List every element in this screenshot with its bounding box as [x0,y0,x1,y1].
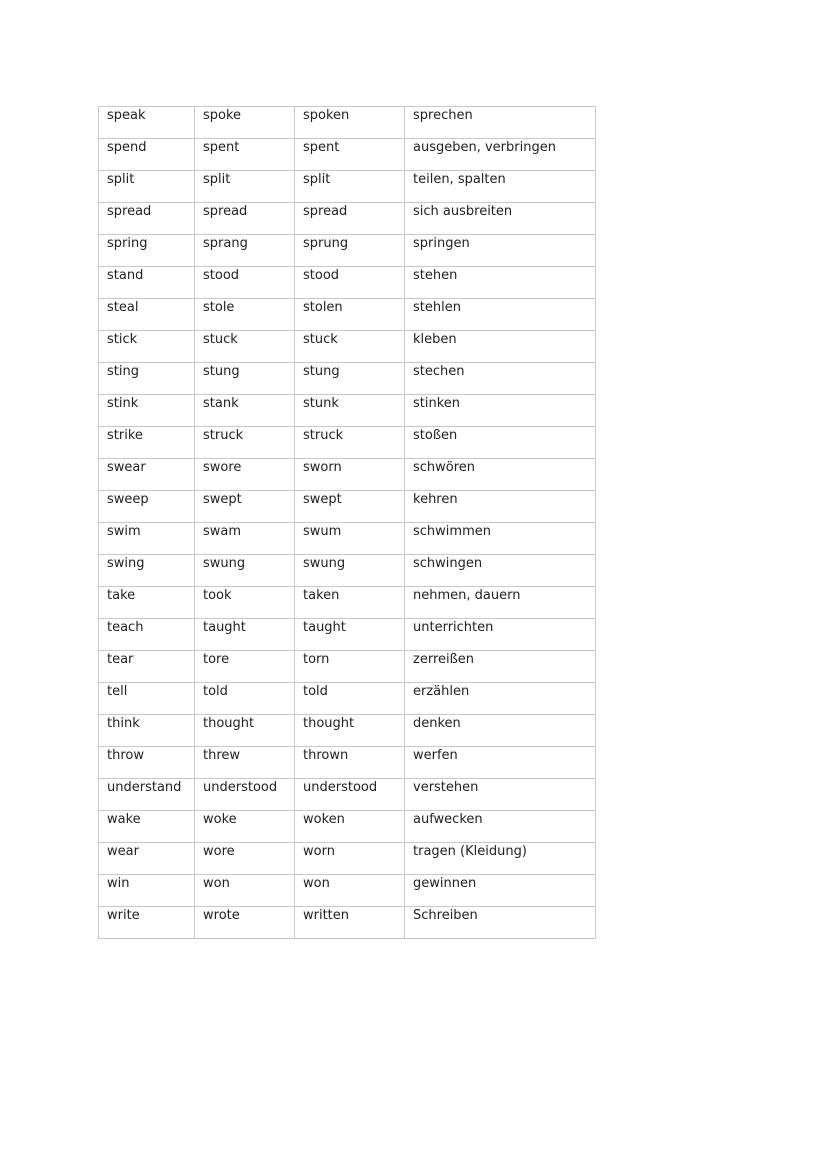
cell-text: schwingen [413,556,483,571]
infinitive-cell [99,555,195,587]
past-participle-cell [295,491,405,523]
cell-text: win [107,876,130,891]
infinitive-cell [99,171,195,203]
cell-text: spoken [303,108,350,123]
table-row [99,715,596,747]
german-translation-cell [405,107,596,139]
cell-text: taken [303,588,340,603]
simple-past-cell [195,427,295,459]
cell-text: tragen (Kleidung) [413,844,527,859]
cell-text: stink [107,396,139,411]
infinitive-cell [99,299,195,331]
infinitive-cell [99,779,195,811]
cell-text: stechen [413,364,465,379]
cell-text: swim [107,524,141,539]
cell-text: zerreißen [413,652,475,667]
table-row [99,299,596,331]
past-participle-cell [295,555,405,587]
past-participle-cell [295,363,405,395]
infinitive-cell [99,235,195,267]
cell-text: sweep [107,492,149,507]
simple-past-cell [195,107,295,139]
cell-text: struck [303,428,344,443]
simple-past-cell [195,331,295,363]
german-translation-cell [405,619,596,651]
cell-text: speak [107,108,146,123]
cell-text: stehlen [413,300,461,315]
cell-text: stick [107,332,138,347]
cell-text: thought [303,716,355,731]
cell-text: teach [107,620,144,635]
infinitive-cell [99,875,195,907]
cell-text: sprung [303,236,349,251]
simple-past-cell [195,875,295,907]
cell-text: gewinnen [413,876,477,891]
cell-text: think [107,716,140,731]
german-translation-cell [405,203,596,235]
cell-text: spread [203,204,248,219]
cell-text: wear [107,844,139,859]
simple-past-cell [195,299,295,331]
simple-past-cell [195,203,295,235]
german-translation-cell [405,267,596,299]
table-row [99,427,596,459]
cell-text: stood [303,268,340,283]
german-translation-cell [405,331,596,363]
cell-text: thought [203,716,255,731]
simple-past-cell [195,267,295,299]
cell-text: torn [303,652,330,667]
simple-past-cell [195,811,295,843]
past-participle-cell [295,683,405,715]
cell-text: woke [203,812,237,827]
cell-text: ausgeben, verbringen [413,140,556,155]
cell-text: sworn [303,460,342,475]
table-row [99,587,596,619]
cell-text: erzählen [413,684,470,699]
past-participle-cell [295,459,405,491]
german-translation-cell [405,587,596,619]
past-participle-cell [295,395,405,427]
infinitive-cell [99,395,195,427]
cell-text: split [203,172,231,187]
past-participle-cell [295,587,405,619]
cell-text: won [203,876,230,891]
cell-text: stoßen [413,428,458,443]
past-participle-cell [295,619,405,651]
simple-past-cell [195,235,295,267]
cell-text: steal [107,300,139,315]
cell-text: won [303,876,330,891]
german-translation-cell [405,779,596,811]
infinitive-cell [99,619,195,651]
cell-text: verstehen [413,780,479,795]
table-row [99,619,596,651]
german-translation-cell [405,363,596,395]
german-translation-cell [405,715,596,747]
simple-past-cell [195,491,295,523]
table-row [99,491,596,523]
simple-past-cell [195,139,295,171]
simple-past-cell [195,587,295,619]
cell-text: schwimmen [413,524,491,539]
simple-past-cell [195,619,295,651]
cell-text: stung [303,364,340,379]
past-participle-cell [295,523,405,555]
cell-text: tell [107,684,128,699]
simple-past-cell [195,171,295,203]
cell-text: write [107,908,140,923]
cell-text: told [203,684,228,699]
cell-text: stuck [303,332,338,347]
simple-past-cell [195,843,295,875]
past-participle-cell [295,875,405,907]
cell-text: sting [107,364,139,379]
infinitive-cell [99,363,195,395]
cell-text: stung [203,364,240,379]
cell-text: wake [107,812,141,827]
german-translation-cell [405,523,596,555]
table-row [99,779,596,811]
german-translation-cell [405,875,596,907]
german-translation-cell [405,459,596,491]
infinitive-cell [99,843,195,875]
cell-text: wore [203,844,235,859]
cell-text: denken [413,716,461,731]
table-body [99,107,596,939]
german-translation-cell [405,555,596,587]
german-translation-cell [405,427,596,459]
cell-text: swept [303,492,342,507]
cell-text: wrote [203,908,240,923]
cell-text: stolen [303,300,343,315]
infinitive-cell [99,459,195,491]
table-row [99,363,596,395]
cell-text: sich ausbreiten [413,204,513,219]
irregular-verbs-table [98,106,596,939]
past-participle-cell [295,107,405,139]
table-row [99,331,596,363]
past-participle-cell [295,811,405,843]
german-translation-cell [405,491,596,523]
simple-past-cell [195,683,295,715]
past-participle-cell [295,171,405,203]
german-translation-cell [405,907,596,939]
cell-text: took [203,588,232,603]
table-row [99,171,596,203]
cell-text: swam [203,524,242,539]
simple-past-cell [195,555,295,587]
past-participle-cell [295,715,405,747]
german-translation-cell [405,299,596,331]
cell-text: swung [203,556,246,571]
table-row [99,459,596,491]
infinitive-cell [99,331,195,363]
simple-past-cell [195,715,295,747]
past-participle-cell [295,651,405,683]
table-row [99,555,596,587]
table-row [99,523,596,555]
past-participle-cell [295,139,405,171]
table-row [99,203,596,235]
german-translation-cell [405,811,596,843]
infinitive-cell [99,267,195,299]
cell-text: spread [107,204,152,219]
cell-text: swept [203,492,242,507]
infinitive-cell [99,107,195,139]
simple-past-cell [195,523,295,555]
past-participle-cell [295,427,405,459]
german-translation-cell [405,139,596,171]
german-translation-cell [405,235,596,267]
table-row [99,107,596,139]
cell-text: stood [203,268,240,283]
cell-text: taught [303,620,346,635]
past-participle-cell [295,299,405,331]
cell-text: sprang [203,236,248,251]
simple-past-cell [195,747,295,779]
cell-text: throw [107,748,144,763]
infinitive-cell [99,139,195,171]
cell-text: thrown [303,748,349,763]
cell-text: understood [303,780,378,795]
cell-text: kleben [413,332,457,347]
cell-text: struck [203,428,244,443]
infinitive-cell [99,683,195,715]
past-participle-cell [295,331,405,363]
simple-past-cell [195,395,295,427]
infinitive-cell [99,203,195,235]
cell-text: spend [107,140,147,155]
infinitive-cell [99,715,195,747]
past-participle-cell [295,235,405,267]
german-translation-cell [405,171,596,203]
table-row [99,395,596,427]
simple-past-cell [195,459,295,491]
past-participle-cell [295,747,405,779]
table-row [99,875,596,907]
table-row [99,235,596,267]
cell-text: split [303,172,331,187]
past-participle-cell [295,203,405,235]
cell-text: springen [413,236,470,251]
cell-text: unterrichten [413,620,494,635]
cell-text: teilen, spalten [413,172,506,187]
past-participle-cell [295,267,405,299]
simple-past-cell [195,363,295,395]
cell-text: spring [107,236,148,251]
infinitive-cell [99,747,195,779]
past-participle-cell [295,907,405,939]
cell-text: spoke [203,108,242,123]
cell-text: Schreiben [413,908,478,923]
cell-text: stank [203,396,239,411]
table-row [99,139,596,171]
infinitive-cell [99,491,195,523]
german-translation-cell [405,395,596,427]
table-row [99,907,596,939]
cell-text: kehren [413,492,458,507]
cell-text: spent [203,140,240,155]
cell-text: werfen [413,748,458,763]
cell-text: woken [303,812,345,827]
cell-text: taught [203,620,246,635]
infinitive-cell [99,811,195,843]
german-translation-cell [405,747,596,779]
infinitive-cell [99,523,195,555]
table-row [99,747,596,779]
cell-text: stuck [203,332,238,347]
table-row [99,651,596,683]
cell-text: spread [303,204,348,219]
table-row [99,843,596,875]
table-row [99,811,596,843]
cell-text: stand [107,268,144,283]
cell-text: stinken [413,396,461,411]
cell-text: sprechen [413,108,473,123]
infinitive-cell [99,907,195,939]
simple-past-cell [195,907,295,939]
simple-past-cell [195,651,295,683]
cell-text: threw [203,748,241,763]
cell-text: swing [107,556,145,571]
cell-text: take [107,588,136,603]
cell-text: written [303,908,350,923]
cell-text: strike [107,428,143,443]
infinitive-cell [99,651,195,683]
german-translation-cell [405,651,596,683]
cell-text: stole [203,300,235,315]
simple-past-cell [195,779,295,811]
cell-text: split [107,172,135,187]
cell-text: understand [107,780,182,795]
cell-text: understood [203,780,278,795]
cell-text: tore [203,652,230,667]
cell-text: spent [303,140,340,155]
german-translation-cell [405,843,596,875]
infinitive-cell [99,427,195,459]
table-row [99,683,596,715]
table-row [99,267,596,299]
cell-text: schwören [413,460,476,475]
cell-text: swum [303,524,342,539]
german-translation-cell [405,683,596,715]
cell-text: swear [107,460,146,475]
cell-text: swung [303,556,346,571]
cell-text: told [303,684,328,699]
past-participle-cell [295,779,405,811]
cell-text: tear [107,652,134,667]
cell-text: stehen [413,268,458,283]
cell-text: nehmen, dauern [413,588,521,603]
cell-text: aufwecken [413,812,483,827]
cell-text: worn [303,844,335,859]
past-participle-cell [295,843,405,875]
cell-text: stunk [303,396,339,411]
infinitive-cell [99,587,195,619]
cell-text: swore [203,460,242,475]
